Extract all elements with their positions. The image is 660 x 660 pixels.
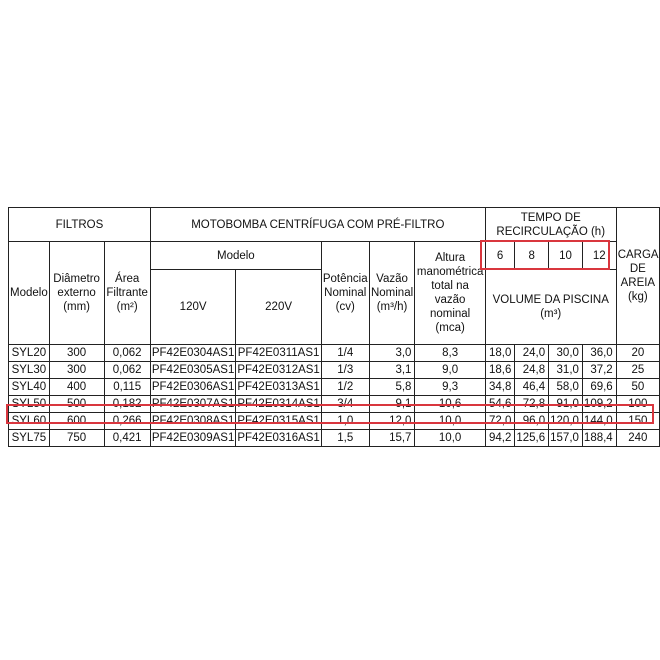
table-cell: 25: [616, 362, 659, 379]
tempo-recirculacao-header: TEMPO DE RECIRCULAÇÃO (h): [485, 208, 616, 242]
table-row: [9, 345, 660, 362]
table-cell: 9,3: [415, 379, 485, 396]
table-cell: PF42E0305AS1: [150, 362, 235, 379]
diametro-header: Diâmetro externo (mm): [49, 242, 104, 345]
table-cell: 300: [49, 345, 104, 362]
filtros-header: FILTROS: [9, 208, 151, 242]
volume-piscina-header: VOLUME DA PISCINA (m³): [485, 270, 616, 345]
table-cell: PF42E0313AS1: [236, 379, 321, 396]
table-cell: 72,8: [515, 396, 549, 413]
modelo-header: Modelo: [9, 242, 50, 345]
table-cell: 69,6: [582, 379, 616, 396]
table-cell: 0,266: [104, 413, 150, 430]
table-cell: PF42E0304AS1: [150, 345, 235, 362]
table-cell: 750: [49, 430, 104, 447]
table-cell: PF42E0309AS1: [150, 430, 235, 447]
table-cell: SYL20: [9, 345, 50, 362]
table-cell: SYL50: [9, 396, 50, 413]
tempo-8h: 8: [515, 242, 549, 270]
table-cell: 12,0: [369, 413, 415, 430]
table-cell: SYL40: [9, 379, 50, 396]
table-cell: 18,6: [485, 362, 515, 379]
table-cell: 50: [616, 379, 659, 396]
table-cell: 9,1: [369, 396, 415, 413]
table-cell: 91,0: [549, 396, 583, 413]
table-cell: 96,0: [515, 413, 549, 430]
table-cell: 0,182: [104, 396, 150, 413]
table-cell: 144,0: [582, 413, 616, 430]
table-cell: 0,062: [104, 345, 150, 362]
table-cell: 72,0: [485, 413, 515, 430]
table-cell: 46,4: [515, 379, 549, 396]
table-cell: 240: [616, 430, 659, 447]
table-cell: PF42E0311AS1: [236, 345, 321, 362]
table-cell: 10,0: [415, 430, 485, 447]
table-cell: 30,0: [549, 345, 583, 362]
table-cell: 125,6: [515, 430, 549, 447]
table-row: [9, 396, 660, 413]
table-cell: SYL75: [9, 430, 50, 447]
tempo-12h: 12: [582, 242, 616, 270]
table-cell: PF42E0314AS1: [236, 396, 321, 413]
table-cell: 300: [49, 362, 104, 379]
vazao-header: Vazão Nominal (m³/h): [369, 242, 415, 345]
table-row: [9, 379, 660, 396]
table-cell: 24,0: [515, 345, 549, 362]
table-row: [9, 413, 660, 430]
table-cell: PF42E0312AS1: [236, 362, 321, 379]
table-cell: 1/3: [321, 362, 369, 379]
table-cell: PF42E0308AS1: [150, 413, 235, 430]
table-cell: 10,0: [415, 413, 485, 430]
table-cell: 20: [616, 345, 659, 362]
table-cell: 3/4: [321, 396, 369, 413]
table-cell: 24,8: [515, 362, 549, 379]
table-cell: 9,0: [415, 362, 485, 379]
table-cell: 34,8: [485, 379, 515, 396]
table-cell: 150: [616, 413, 659, 430]
table-cell: 10,6: [415, 396, 485, 413]
table-cell: PF42E0306AS1: [150, 379, 235, 396]
table-cell: 600: [49, 413, 104, 430]
table-cell: 100: [616, 396, 659, 413]
table-cell: 15,7: [369, 430, 415, 447]
table-cell: PF42E0315AS1: [236, 413, 321, 430]
table-cell: SYL30: [9, 362, 50, 379]
table-cell: 0,062: [104, 362, 150, 379]
table-cell: 1,0: [321, 413, 369, 430]
table-cell: SYL60: [9, 413, 50, 430]
tempo-6h: 6: [485, 242, 515, 270]
pump-modelo-header: Modelo: [150, 242, 321, 270]
table-cell: 3,1: [369, 362, 415, 379]
table-cell: 3,0: [369, 345, 415, 362]
table-cell: 54,6: [485, 396, 515, 413]
tempo-10h: 10: [549, 242, 583, 270]
motobomba-header: MOTOBOMBA CENTRÍFUGA COM PRÉ-FILTRO: [150, 208, 485, 242]
table-cell: 18,0: [485, 345, 515, 362]
table-cell: 1/2: [321, 379, 369, 396]
table-cell: 120,0: [549, 413, 583, 430]
voltage-220v-header: 220V: [236, 270, 321, 345]
table-cell: PF42E0316AS1: [236, 430, 321, 447]
voltage-120v-header: 120V: [150, 270, 235, 345]
table-cell: 109,2: [582, 396, 616, 413]
carga-areia-header: CARGA DE AREIA (kg): [616, 208, 659, 345]
table-cell: 1,5: [321, 430, 369, 447]
table-cell: 400: [49, 379, 104, 396]
table-cell: 0,115: [104, 379, 150, 396]
area-filtrante-header: Área Filtrante (m²): [104, 242, 150, 345]
table-row: [9, 430, 660, 447]
table-cell: 36,0: [582, 345, 616, 362]
table-cell: 188,4: [582, 430, 616, 447]
table-cell: 1/4: [321, 345, 369, 362]
table-cell: 37,2: [582, 362, 616, 379]
table-cell: 500: [49, 396, 104, 413]
table-cell: 94,2: [485, 430, 515, 447]
table-cell: 5,8: [369, 379, 415, 396]
table-cell: 8,3: [415, 345, 485, 362]
altura-header: Altura manométrica total na vazão nominal (mca): [415, 242, 485, 345]
table-row: [9, 362, 660, 379]
table-cell: 0,421: [104, 430, 150, 447]
potencia-header: Potência Nominal (cv): [321, 242, 369, 345]
filter-spec-table: [8, 207, 660, 447]
table-cell: 157,0: [549, 430, 583, 447]
table-cell: 58,0: [549, 379, 583, 396]
table-cell: PF42E0307AS1: [150, 396, 235, 413]
table-cell: 31,0: [549, 362, 583, 379]
